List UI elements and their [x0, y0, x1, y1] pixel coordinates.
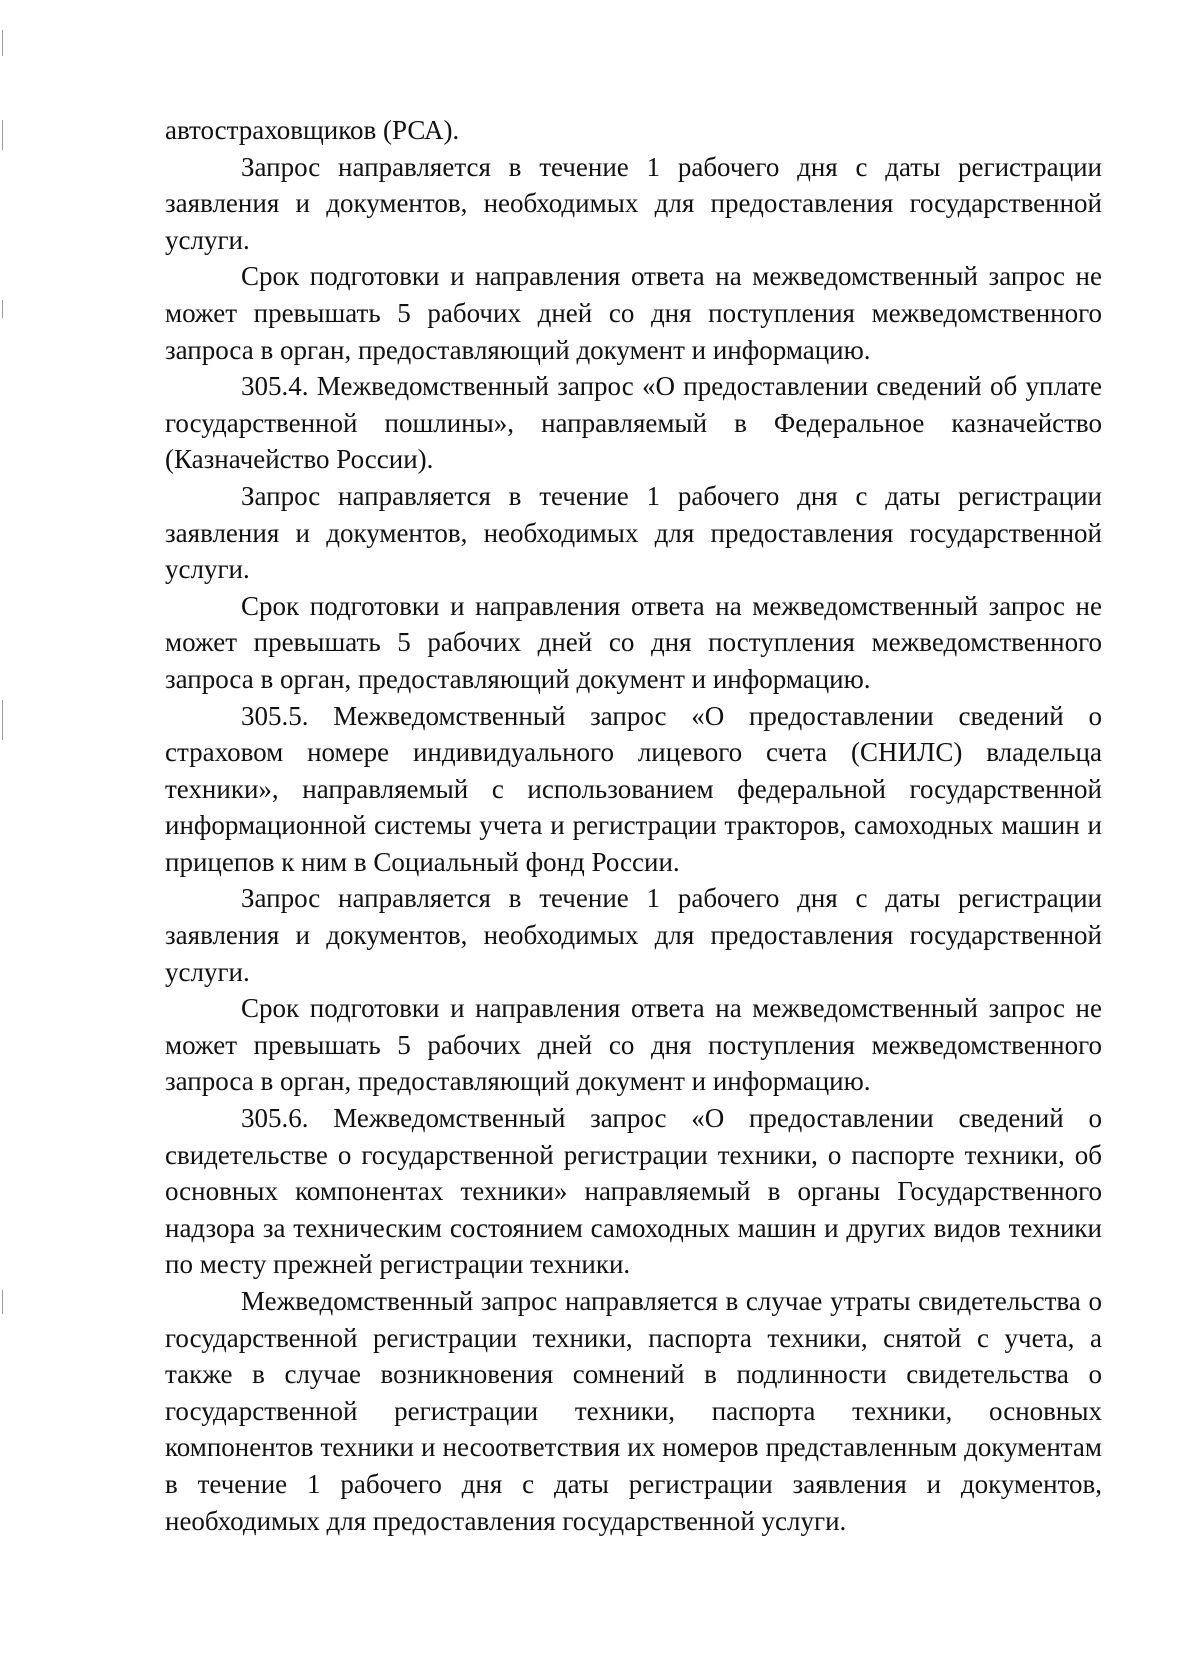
scan-edge-mark: [2, 1290, 3, 1314]
paragraph: 305.4. Межведомственный запрос «О предоставлении сведений об уплате государственной пошлины», направляемый в Федеральное казначейство (Казначейство России).: [165, 371, 1102, 475]
paragraph: Запрос направляется в течение 1 рабочего дня с даты регистрации заявления и документов, необходимых для предоставления государственной услуги.: [165, 480, 1102, 585]
paragraph: Срок подготовки и направления ответа на межведомственный запрос не может превышать 5 рабочих дней со дня поступления межведомственного запроса в орган, предоставляющий документ и информацию.: [165, 993, 1102, 1097]
paragraph: Срок подготовки и направления ответа на межведомственный запрос не может превышать 5 рабочих дней со дня поступления межведомственного запроса в орган, предоставляющий документ и информацию.: [165, 261, 1102, 365]
scan-edge-mark: [2, 700, 3, 740]
scan-edge-mark: [2, 300, 3, 318]
paragraph: Межведомственный запрос направляется в случае утраты свидетельства о государственной регистрации техники, паспорта техники, снятой с учета, а также в случае возникновения сомнений в подлинности свидетельства о государственной регистрации техники, паспорта техники, основных компонентов техники и несоответствия их номеров представленным документам в течение 1 рабочего дня с даты регистрации заявления и документов, необходимых для предоставления государственной услуги.: [165, 1286, 1102, 1536]
scan-edge-mark: [2, 120, 3, 150]
paragraph: 305.6. Межведомственный запрос «О предоставлении сведений о свидетельстве о государственной регистрации техники, о паспорте техники, об основных компонентах техники» направляемый в органы Государственного надзора за техническим состоянием самоходных машин и других видов техники по месту прежней регистрации техники.: [165, 1103, 1102, 1280]
paragraph: 305.5. Межведомственный запрос «О предоставлении сведений о страховом номере индивидуального лицевого счета (СНИЛС) владельца техники», направляемый с использованием федеральной государственной информационной системы учета и регистрации тракторов, самоходных машин и прицепов к ним в Социальный фонд России.: [165, 700, 1102, 877]
paragraph: Запрос направляется в течение 1 рабочего дня с даты регистрации заявления и документов, необходимых для предоставления государственной услуги.: [165, 883, 1102, 987]
paragraph: Запрос направляется в течение 1 рабочего дня с даты регистрации заявления и документов, необходимых для предоставления государственной услуги.: [165, 151, 1102, 255]
document-body: [165, 112, 1102, 1539]
paragraph: автостраховщиков (РСА).: [165, 115, 460, 145]
paragraph: Срок подготовки и направления ответа на межведомственный запрос не может превышать 5 рабочих дней со дня поступления межведомственного запроса в орган, предоставляющий документ и информацию.: [165, 590, 1102, 694]
scan-edge-mark: [2, 30, 3, 56]
